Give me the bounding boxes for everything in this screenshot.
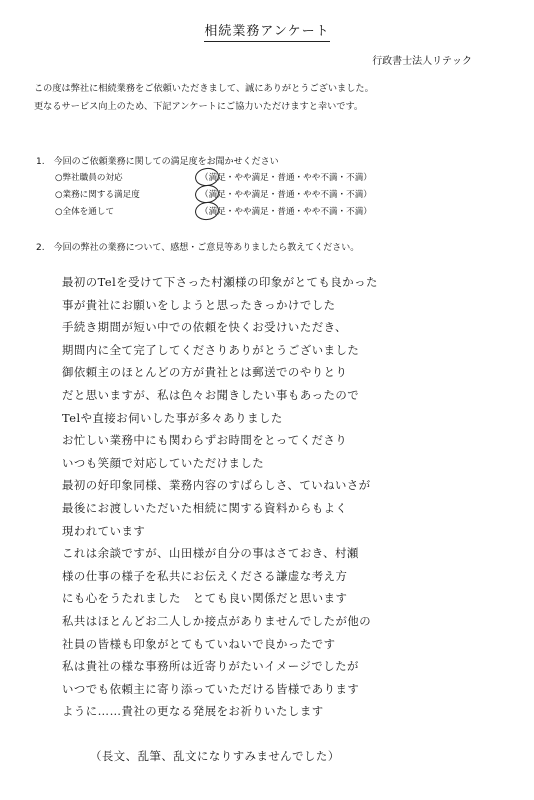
question-2: 2. 今回の弊社の業務について、感想・ご意見等ありましたら教えてください。 [36,243,360,253]
answer-line: にも心をうたれました とても良い関係だと思います [62,591,348,606]
rating-scale: （満足・やや満足・普通・やや不満・不満） [200,173,372,183]
rating-scale: （満足・やや満足・普通・やや不満・不満） [200,190,372,200]
answer-line: 最初の好印象同様、業務内容のすばらしさ、ていねいさが [62,478,371,493]
answer-line: 期間内に全て完了してくださりありがとうございました [62,342,360,357]
answer-line: 私は貴社の様な事務所は近寄りがたいイメージでしたが [62,659,359,674]
row-label-overall: ○全体を通して [55,207,115,217]
row-label-staff: ○弊社職員の対応 [55,173,123,183]
title-text: 相続業務アンケート [204,24,329,42]
page-title [0,20,534,39]
answer-line: ように……貴社の更なる発展をお祈りいたします [62,704,324,719]
answer-line: 社員の皆様も印象がとてもていねいで良かったです [62,636,336,651]
answer-line: 様の仕事の様子を私共にお伝えくださる謙虚な考え方 [62,568,348,583]
answer-line: 手続き期間が短い中での依頼を快くお受けいただき、 [62,320,347,335]
answer-line: 事が貴社にお願いをしようと思ったきっかけでした [62,297,336,312]
answer-line: お忙しい業務中にも関わらずお時間をとってくださり [62,433,348,448]
answer-line: いつでも依頼主に寄り添っていただける皆様であります [62,681,360,696]
intro-line-2: 更なるサービス向上のため、下記アンケートにご協力いただけますと幸いです。 [34,101,364,112]
answer-closing-note: （長文、乱筆、乱文になりすみませんでした） [90,749,340,764]
row-label-service: ○業務に関する満足度 [55,190,140,200]
answer-line: 現われています [62,523,146,538]
answer-line: 最後にお渡しいただいた相続に関する資料からもよく [62,500,348,515]
answer-line: 御依頼主のほとんどの方が貴社とは郵送でのやりとり [62,365,348,380]
handwritten-answer [62,271,517,768]
answer-line-blank [62,723,517,746]
rating-scale: （満足・やや満足・普通・やや不満・不満） [200,207,372,217]
company-name: 行政書士法人リテック [372,56,472,67]
intro-line-1: この度は弊社に相続業務をご依頼いただきまして、誠にありがとうございました。 [34,83,374,94]
answer-line: これは余談ですが、山田様が自分の事はさておき、村瀬 [62,546,359,561]
intro-text [34,80,374,116]
answer-line: Telや直接お伺いした事が多々ありました [62,410,283,425]
answer-line: 最初のTelを受けて下さった村瀬様の印象がとても良かった [62,275,378,289]
answer-line: だと思いますが、私は色々お聞きしたい事もあったので [62,387,360,402]
answer-line: 私共はほとんどお二人しか接点がありませんでしたが他の [62,613,372,628]
answer-line: いつも笑顔で対応していただけました [62,455,265,470]
question-1: 1. 今回のご依頼業務に関しての満足度をお聞かせください [36,157,279,167]
